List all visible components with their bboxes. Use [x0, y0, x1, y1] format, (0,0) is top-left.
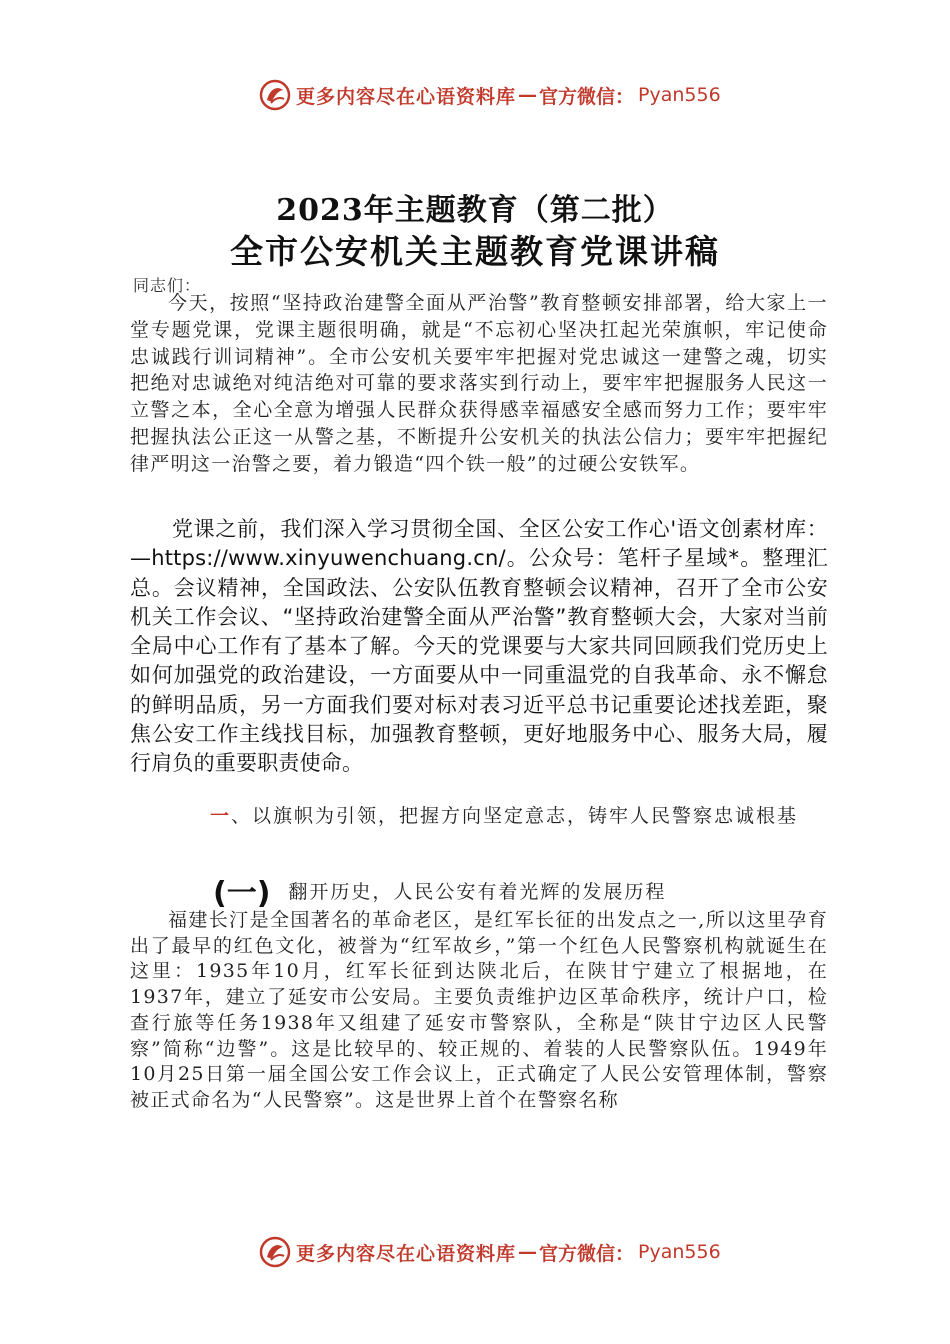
- watermark-label: 官方微信：: [539, 85, 635, 108]
- document-title-line1: 2023年主题教育（第二批）: [276, 193, 674, 228]
- paragraph-background: 党课之前，我们深入学习贯彻全国、全区公安工作心'语文创素材库：—https://www.xinyuwenchuang.cn/。公众号：笔杆子星域*。整理汇总。会议精神，全国政法、公安队伍教育整顿会议精神，召开了全市公安机关工作会议、“坚持政治建警全面从严治警”教育整顿大会，大家对当前全局中心工作有了基本了解。今天的党课要与大家共同回顾我们党历史上如何加强党的政治建设，一方面要从中一同重温党的自我革命、永不懈怠的鲜明品质，另一方面我们要对标对表习近平总书记重要论述找差距，聚焦公安工作主线找目标，加强教育整顿，更好地服务中心、服务大局，履行肩负的重要职责使命。: [130, 517, 828, 776]
- watermark-wechat-id: Pyan556: [638, 84, 721, 106]
- watermark-label: 官方微信：: [539, 1242, 635, 1265]
- section-heading-1-number: 一: [210, 805, 232, 827]
- watermark-logo-icon: [258, 1235, 292, 1269]
- watermark-text: 更多内容尽在心语资料库: [296, 85, 517, 108]
- document-title-line2: 全市公安机关主题教育党课讲稿: [230, 232, 720, 271]
- subsection-heading-1: [213, 868, 666, 912]
- watermark-separator: —: [518, 1241, 538, 1263]
- subsection-heading-1-text: 翻开历史，人民公安有着光辉的发展历程: [288, 880, 667, 903]
- section-heading-1: [130, 803, 828, 830]
- paragraph-intro: 今天，按照“坚持政治建警全面从严治警”教育整顿安排部署，给大家上一堂专题党课，党课主题很明确，就是“不忘初心坚决扛起光荣旗帜，牢记使命忠诚践行训词精神”。全市公安机关要牢牢把握对党忠诚这一建警之魂，切实把绝对忠诚绝对纯洁绝对可靠的要求落实到行动上，要牢牢把握服务人民这一立警之本，全心全意为增强人民群众获得感幸福感安全感而努力工作；要牢牢把握执法公正这一从警之基，不断提升公安机关的执法公信力；要牢牢把握纪律严明这一治警之要，着力锻造“四个铁一般”的过硬公安铁军。: [130, 292, 828, 475]
- paragraph-history: 福建长汀是全国著名的革命老区，是红军长征的出发点之一,所以这里孕育出了最早的红色文化，被誉为“红军故乡，”第一个红色人民警察机构就诞生在这里：1935年10月，红军长征到达陕北后，在陕甘宁建立了根据地，在1937年，建立了延安市公安局。主要负责维护边区革命秩序，统计户口，检查行旅等任务1938年又组建了延安市警察队，全称是“陕甘宁边区人民警察”简称“边警”。这是比较早的、较正规的、着装的人民警察队伍。1949年10月25日第一届全国公安工作会议上，正式确定了人民公安管理体制，警察被正式命名为“人民警察”。这是世界上首个在警察名称: [130, 909, 828, 1111]
- watermark-separator: —: [518, 84, 538, 106]
- subsection-heading-1-number: (一): [213, 876, 271, 911]
- watermark-text: 更多内容尽在心语资料库: [296, 1242, 517, 1265]
- watermark-banner-bottom: [258, 1235, 721, 1269]
- section-heading-1-text: 、以旗帜为引领，把握方向坚定意志，铸牢人民警察忠诚根基: [231, 805, 799, 827]
- watermark-banner-top: [258, 78, 721, 112]
- watermark-logo-icon: [258, 78, 292, 112]
- watermark-wechat-id: Pyan556: [638, 1241, 721, 1263]
- salutation: 同志们：: [133, 276, 202, 295]
